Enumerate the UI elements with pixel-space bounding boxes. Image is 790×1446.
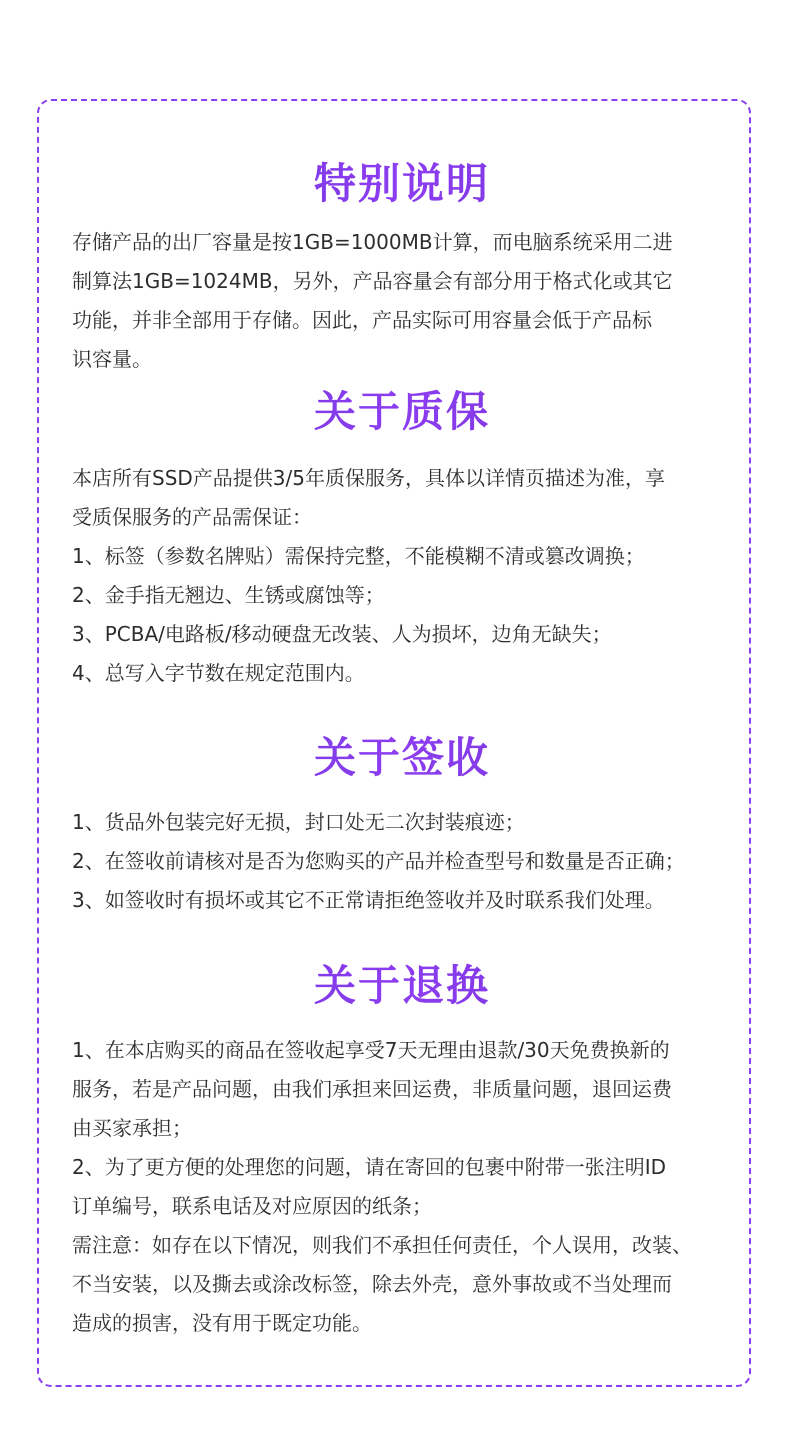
list-item: 3、PCBA/电路板/移动硬盘无改装、人为损坏，边角无缺失； — [72, 622, 612, 646]
section-title: 关于退换 — [72, 958, 732, 1014]
list-item: 4、总写入字节数在规定范围内。 — [72, 661, 365, 685]
text-line: 由买家承担； — [72, 1116, 192, 1140]
section-title: 关于质保 — [72, 384, 732, 440]
text-line: 需注意：如存在以下情况，则我们不承担任何责任，个人误用，改装、 — [72, 1233, 692, 1257]
text-line: 存储产品的出厂容量是按1GB=1000MB计算，而电脑系统采用二进 — [72, 230, 673, 254]
section-returns — [72, 958, 732, 1343]
list-item: 2、在签收前请核对是否为您购买的产品并检查型号和数量是否正确； — [72, 849, 685, 873]
text-line: 不当安装，以及撕去或涂改标签，除去外壳，意外事故或不当处理而 — [72, 1272, 672, 1296]
section-warranty — [72, 384, 732, 693]
list-item: 3、如签收时有损坏或其它不正常请拒绝签收并及时联系我们处理。 — [72, 888, 665, 912]
section-receipt — [72, 730, 732, 920]
list-item: 2、金手指无翘边、生锈或腐蚀等； — [72, 583, 385, 607]
text-line: 受质保服务的产品需保证： — [72, 505, 312, 529]
section-title: 特别说明 — [72, 156, 732, 212]
text-line: 1、在本店购买的商品在签收起享受7天无理由退款/30天免费换新的 — [72, 1038, 670, 1062]
text-line: 订单编号，联系电话及对应原因的纸条； — [72, 1194, 432, 1218]
list-item: 1、货品外包装完好无损，封口处无二次封装痕迹； — [72, 810, 525, 834]
text-line: 功能，并非全部用于存储。因此，产品实际可用容量会低于产品标 — [72, 308, 652, 332]
text-line: 本店所有SSD产品提供3/5年质保服务，具体以详情页描述为准，享 — [72, 466, 665, 490]
text-line: 2、为了更方便的处理您的问题，请在寄回的包裹中附带一张注明ID — [72, 1155, 667, 1179]
text-line: 制算法1GB=1024MB，另外，产品容量会有部分用于格式化或其它 — [72, 269, 673, 293]
section-special-notes — [72, 156, 732, 379]
text-line: 识容量。 — [72, 347, 152, 371]
section-title: 关于签收 — [72, 730, 732, 786]
text-line: 服务，若是产品问题，由我们承担来回运费，非质量问题，退回运费 — [72, 1077, 672, 1101]
list-item: 1、标签（参数名牌贴）需保持完整，不能模糊不清或篡改调换； — [72, 544, 645, 568]
text-line: 造成的损害，没有用于既定功能。 — [72, 1311, 372, 1335]
